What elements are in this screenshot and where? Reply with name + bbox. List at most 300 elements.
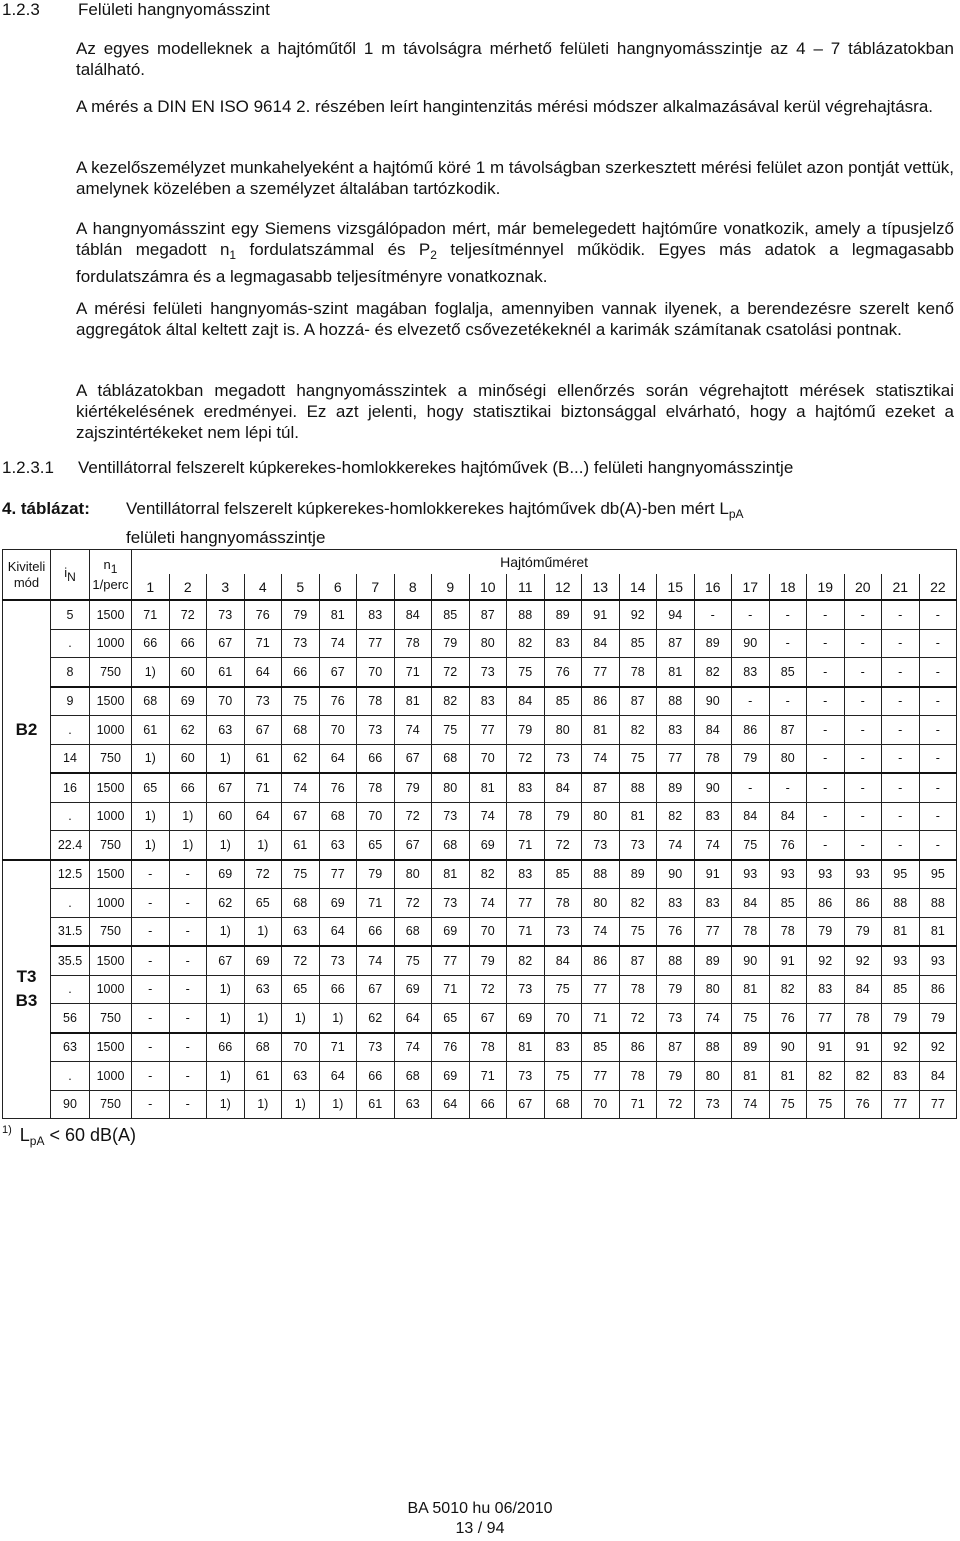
- subsection-title: Ventillátorral felszerelt kúpkerekes-homlokkerekes hajtóművek (B...) felületi hangnyomásszintje: [78, 458, 794, 477]
- speed-cell: 1500: [90, 1033, 132, 1062]
- value-cell: 73: [694, 1090, 732, 1119]
- value-cell: 88: [507, 600, 545, 629]
- value-cell: 91: [844, 1033, 882, 1062]
- value-cell: 83: [732, 658, 770, 687]
- n-unit: 1/perc: [92, 576, 129, 592]
- value-cell: -: [769, 687, 807, 716]
- value-cell: 67: [207, 773, 245, 802]
- value-cell: 78: [844, 1004, 882, 1033]
- value-cell: 73: [657, 1004, 695, 1033]
- value-cell: 79: [544, 802, 582, 831]
- value-cell: -: [169, 917, 207, 946]
- value-cell: -: [694, 600, 732, 629]
- paragraph-5: A mérési felületi hangnyomás-szint magában foglalja, amennyiben vannak ilyenek, a berendezésre szerelt kenő aggregátok által keltett zajt is. A hozzá- és elvezető csővezetékeknél a karimák számítanak csatolási pontnak.: [76, 299, 954, 339]
- size-header: 21: [882, 574, 920, 600]
- value-cell: 88: [919, 889, 957, 918]
- value-cell: 79: [394, 773, 432, 802]
- subsection-heading: [2, 458, 793, 478]
- value-cell: 69: [394, 975, 432, 1004]
- value-cell: 75: [507, 658, 545, 687]
- paragraph-1: Az egyes modelleknek a hajtóműtől 1 m távolságra mérhető felületi hangnyomásszintje az 4 – 7 táblázatokban található.: [76, 39, 954, 79]
- value-cell: 83: [544, 629, 582, 658]
- value-cell: 60: [207, 802, 245, 831]
- value-cell: 81: [582, 716, 620, 745]
- value-cell: 85: [769, 889, 807, 918]
- value-cell: -: [882, 687, 920, 716]
- footnote: [2, 1124, 136, 1148]
- value-cell: -: [844, 600, 882, 629]
- value-cell: 78: [394, 629, 432, 658]
- value-cell: 1): [207, 1004, 245, 1033]
- i-symbol: i: [64, 564, 68, 580]
- value-cell: 74: [657, 831, 695, 860]
- value-cell: 81: [769, 1062, 807, 1091]
- value-cell: 74: [694, 1004, 732, 1033]
- value-cell: 70: [357, 802, 395, 831]
- ratio-cell: 63: [51, 1033, 90, 1062]
- value-cell: 92: [844, 946, 882, 975]
- value-cell: 66: [357, 744, 395, 773]
- value-cell: 66: [357, 917, 395, 946]
- value-cell: -: [844, 831, 882, 860]
- table-row: [3, 802, 957, 831]
- value-cell: 78: [619, 975, 657, 1004]
- value-cell: 70: [207, 687, 245, 716]
- value-cell: -: [769, 773, 807, 802]
- value-cell: 64: [244, 658, 282, 687]
- value-cell: 93: [732, 860, 770, 889]
- value-cell: 86: [844, 889, 882, 918]
- value-cell: -: [882, 744, 920, 773]
- value-cell: 82: [844, 1062, 882, 1091]
- value-cell: -: [132, 889, 170, 918]
- speed-cell: 750: [90, 744, 132, 773]
- size-header: 8: [394, 574, 432, 600]
- size-header: 10: [469, 574, 507, 600]
- value-cell: 65: [244, 889, 282, 918]
- size-header: 20: [844, 574, 882, 600]
- value-cell: 71: [507, 917, 545, 946]
- value-cell: 91: [769, 946, 807, 975]
- value-cell: 64: [319, 1062, 357, 1091]
- value-cell: 93: [919, 946, 957, 975]
- value-cell: 61: [357, 1090, 395, 1119]
- value-cell: 83: [694, 889, 732, 918]
- value-cell: 66: [207, 1033, 245, 1062]
- value-cell: 82: [507, 946, 545, 975]
- value-cell: 90: [657, 860, 695, 889]
- value-cell: 73: [432, 889, 470, 918]
- ratio-cell: 31.5: [51, 917, 90, 946]
- ratio-cell: 16: [51, 773, 90, 802]
- paragraph-3: A kezelőszemélyzet munkahelyeként a hajtómű köré 1 m távolságban szerkesztett mérési felület azon pontját vettük, amelynek közelében a személyzet általában tartózkodik.: [76, 158, 954, 198]
- value-cell: 83: [807, 975, 845, 1004]
- value-cell: 72: [432, 658, 470, 687]
- value-cell: 71: [244, 629, 282, 658]
- value-cell: 87: [469, 600, 507, 629]
- value-cell: 79: [432, 629, 470, 658]
- value-cell: -: [769, 629, 807, 658]
- value-cell: 78: [357, 773, 395, 802]
- value-cell: 1): [132, 658, 170, 687]
- value-cell: 71: [357, 889, 395, 918]
- table-row: [3, 946, 957, 975]
- n-symbol: n: [103, 556, 111, 572]
- value-cell: -: [807, 687, 845, 716]
- table-row: [3, 744, 957, 773]
- value-cell: 75: [544, 1062, 582, 1091]
- value-cell: 85: [769, 658, 807, 687]
- value-cell: -: [169, 946, 207, 975]
- ratio-cell: 22.4: [51, 831, 90, 860]
- value-cell: 68: [394, 1062, 432, 1091]
- table-row: [3, 716, 957, 745]
- value-cell: 70: [319, 716, 357, 745]
- size-header: 18: [769, 574, 807, 600]
- value-cell: 81: [432, 860, 470, 889]
- value-cell: 86: [807, 889, 845, 918]
- value-cell: 75: [432, 716, 470, 745]
- value-cell: 75: [732, 831, 770, 860]
- value-cell: 66: [282, 658, 320, 687]
- value-cell: 82: [619, 889, 657, 918]
- value-cell: 77: [319, 860, 357, 889]
- value-cell: 81: [732, 975, 770, 1004]
- speed-cell: 1500: [90, 946, 132, 975]
- value-cell: 1): [207, 744, 245, 773]
- value-cell: -: [132, 946, 170, 975]
- value-cell: 71: [619, 1090, 657, 1119]
- value-cell: 1): [244, 1090, 282, 1119]
- value-cell: 68: [432, 744, 470, 773]
- value-cell: 73: [432, 802, 470, 831]
- value-cell: 83: [357, 600, 395, 629]
- table-row: [3, 629, 957, 658]
- table-row: [3, 658, 957, 687]
- value-cell: 93: [769, 860, 807, 889]
- value-cell: 74: [469, 889, 507, 918]
- value-cell: 84: [394, 600, 432, 629]
- value-cell: 68: [319, 802, 357, 831]
- value-cell: 93: [807, 860, 845, 889]
- value-cell: -: [169, 1090, 207, 1119]
- value-cell: 90: [732, 946, 770, 975]
- paragraph-4-part-b: fordulatszámmal és P: [236, 240, 431, 259]
- value-cell: 72: [619, 1004, 657, 1033]
- value-cell: 79: [919, 1004, 957, 1033]
- value-cell: -: [732, 773, 770, 802]
- value-cell: 64: [244, 802, 282, 831]
- value-cell: 86: [619, 1033, 657, 1062]
- col-header-n: [90, 550, 132, 601]
- value-cell: -: [169, 1004, 207, 1033]
- value-cell: 92: [919, 1033, 957, 1062]
- value-cell: -: [919, 687, 957, 716]
- value-cell: 84: [919, 1062, 957, 1091]
- value-cell: 70: [469, 917, 507, 946]
- speed-cell: 750: [90, 1090, 132, 1119]
- value-cell: -: [882, 773, 920, 802]
- ratio-cell: 14: [51, 744, 90, 773]
- size-header: 2: [169, 574, 207, 600]
- size-header: 17: [732, 574, 770, 600]
- value-cell: -: [882, 831, 920, 860]
- value-cell: 65: [282, 975, 320, 1004]
- value-cell: 68: [432, 831, 470, 860]
- value-cell: 1): [132, 802, 170, 831]
- value-cell: 72: [507, 744, 545, 773]
- value-cell: 76: [544, 658, 582, 687]
- value-cell: -: [169, 860, 207, 889]
- footnote-text: < 60 dB(A): [44, 1125, 137, 1145]
- value-cell: 87: [657, 629, 695, 658]
- value-cell: 68: [282, 716, 320, 745]
- value-cell: 79: [507, 716, 545, 745]
- value-cell: -: [919, 831, 957, 860]
- value-cell: 83: [507, 773, 545, 802]
- value-cell: 91: [807, 1033, 845, 1062]
- value-cell: 67: [507, 1090, 545, 1119]
- value-cell: 77: [582, 658, 620, 687]
- value-cell: 74: [582, 917, 620, 946]
- value-cell: -: [919, 629, 957, 658]
- value-cell: 76: [769, 831, 807, 860]
- value-cell: 76: [432, 1033, 470, 1062]
- value-cell: 82: [769, 975, 807, 1004]
- ratio-cell: 12.5: [51, 860, 90, 889]
- speed-cell: 1000: [90, 975, 132, 1004]
- value-cell: 1): [207, 1062, 245, 1091]
- value-cell: 66: [169, 773, 207, 802]
- value-cell: 80: [544, 716, 582, 745]
- paragraph-4: [76, 218, 954, 287]
- size-header: 4: [244, 574, 282, 600]
- value-cell: 69: [507, 1004, 545, 1033]
- value-cell: -: [132, 1062, 170, 1091]
- value-cell: -: [132, 1004, 170, 1033]
- value-cell: 90: [732, 629, 770, 658]
- subsection-number: 1.2.3.1: [2, 458, 54, 477]
- table-row: [3, 1090, 957, 1119]
- value-cell: 77: [657, 744, 695, 773]
- value-cell: 80: [469, 629, 507, 658]
- speed-cell: 1500: [90, 860, 132, 889]
- value-cell: 69: [432, 1062, 470, 1091]
- table-caption-line2: felületi hangnyomásszintje: [126, 528, 326, 547]
- value-cell: 73: [582, 831, 620, 860]
- value-cell: 81: [507, 1033, 545, 1062]
- value-cell: 81: [882, 917, 920, 946]
- value-cell: 74: [694, 831, 732, 860]
- n-subscript: 1: [110, 561, 118, 576]
- value-cell: 67: [207, 629, 245, 658]
- value-cell: 82: [507, 629, 545, 658]
- value-cell: 1): [282, 1004, 320, 1033]
- value-cell: 79: [469, 946, 507, 975]
- value-cell: 95: [919, 860, 957, 889]
- value-cell: 78: [507, 802, 545, 831]
- value-cell: -: [169, 1062, 207, 1091]
- value-cell: 88: [582, 860, 620, 889]
- table-caption-text: Ventillátorral felszerelt kúpkerekes-homlokkerekes hajtóművek db(A)-ben mért L: [126, 499, 729, 518]
- noise-level-table: [2, 549, 957, 1119]
- section-title: Felületi hangnyomásszint: [78, 0, 270, 19]
- value-cell: -: [807, 831, 845, 860]
- value-cell: 66: [357, 1062, 395, 1091]
- ratio-cell: .: [51, 802, 90, 831]
- value-cell: -: [807, 629, 845, 658]
- speed-cell: 1000: [90, 889, 132, 918]
- ratio-cell: 56: [51, 1004, 90, 1033]
- value-cell: 71: [582, 1004, 620, 1033]
- speed-cell: 1000: [90, 802, 132, 831]
- value-cell: 76: [844, 1090, 882, 1119]
- value-cell: 75: [769, 1090, 807, 1119]
- value-cell: 1): [207, 975, 245, 1004]
- value-cell: 74: [319, 629, 357, 658]
- value-cell: 88: [882, 889, 920, 918]
- ratio-cell: 9: [51, 687, 90, 716]
- paragraph-4-part-a: A hangnyomásszint egy Siemens vizsgálópadon mért, már bemelegedett hajtóműre vonatkozik, amely a típusjelző táblán megadott n: [76, 219, 954, 259]
- value-cell: 85: [432, 600, 470, 629]
- value-cell: 66: [132, 629, 170, 658]
- speed-cell: 750: [90, 1004, 132, 1033]
- value-cell: 82: [657, 802, 695, 831]
- value-cell: 60: [169, 658, 207, 687]
- ratio-cell: 5: [51, 600, 90, 629]
- value-cell: -: [807, 658, 845, 687]
- value-cell: 62: [357, 1004, 395, 1033]
- value-cell: 82: [619, 716, 657, 745]
- value-cell: 65: [132, 773, 170, 802]
- value-cell: 1): [132, 831, 170, 860]
- value-cell: -: [919, 773, 957, 802]
- value-cell: 66: [469, 1090, 507, 1119]
- value-cell: 81: [394, 687, 432, 716]
- value-cell: -: [169, 1033, 207, 1062]
- ratio-cell: .: [51, 1062, 90, 1091]
- value-cell: 75: [619, 917, 657, 946]
- value-cell: 79: [357, 860, 395, 889]
- col-header-size: Hajtóműméret: [132, 550, 957, 575]
- value-cell: 79: [657, 1062, 695, 1091]
- value-cell: 73: [619, 831, 657, 860]
- value-cell: 78: [469, 1033, 507, 1062]
- section-heading: [2, 0, 270, 20]
- value-cell: 83: [507, 860, 545, 889]
- i-subscript: N: [67, 569, 76, 584]
- speed-cell: 750: [90, 658, 132, 687]
- value-cell: 88: [694, 1033, 732, 1062]
- value-cell: 78: [769, 917, 807, 946]
- value-cell: 84: [844, 975, 882, 1004]
- value-cell: 91: [694, 860, 732, 889]
- value-cell: 67: [319, 658, 357, 687]
- value-cell: -: [807, 600, 845, 629]
- value-cell: 83: [694, 802, 732, 831]
- value-cell: -: [169, 975, 207, 1004]
- size-header: 7: [357, 574, 395, 600]
- value-cell: 70: [282, 1033, 320, 1062]
- value-cell: -: [919, 802, 957, 831]
- value-cell: 61: [207, 658, 245, 687]
- value-cell: 81: [319, 600, 357, 629]
- table-row: [3, 1033, 957, 1062]
- value-cell: 1): [319, 1004, 357, 1033]
- value-cell: 73: [544, 917, 582, 946]
- value-cell: 78: [619, 658, 657, 687]
- value-cell: 67: [394, 744, 432, 773]
- value-cell: 83: [657, 889, 695, 918]
- value-cell: 80: [694, 975, 732, 1004]
- value-cell: 72: [394, 802, 432, 831]
- value-cell: 88: [657, 687, 695, 716]
- speed-cell: 1000: [90, 1062, 132, 1091]
- value-cell: 86: [582, 687, 620, 716]
- value-cell: 94: [657, 600, 695, 629]
- value-cell: 73: [357, 716, 395, 745]
- speed-cell: 750: [90, 917, 132, 946]
- value-cell: 79: [844, 917, 882, 946]
- value-cell: 92: [619, 600, 657, 629]
- value-cell: 77: [882, 1090, 920, 1119]
- value-cell: 73: [244, 687, 282, 716]
- value-cell: 78: [694, 744, 732, 773]
- value-cell: 76: [319, 773, 357, 802]
- value-cell: 74: [394, 716, 432, 745]
- value-cell: 73: [207, 600, 245, 629]
- value-cell: 79: [882, 1004, 920, 1033]
- value-cell: -: [882, 629, 920, 658]
- value-cell: 69: [244, 946, 282, 975]
- value-cell: 80: [694, 1062, 732, 1091]
- value-cell: 63: [244, 975, 282, 1004]
- value-cell: 82: [807, 1062, 845, 1091]
- value-cell: 61: [282, 831, 320, 860]
- ratio-cell: .: [51, 975, 90, 1004]
- value-cell: 1): [207, 917, 245, 946]
- value-cell: 78: [544, 889, 582, 918]
- value-cell: 61: [244, 744, 282, 773]
- value-cell: 69: [469, 831, 507, 860]
- value-cell: 74: [394, 1033, 432, 1062]
- ratio-cell: 8: [51, 658, 90, 687]
- value-cell: 1): [169, 831, 207, 860]
- value-cell: 83: [657, 716, 695, 745]
- value-cell: -: [132, 975, 170, 1004]
- size-header: 9: [432, 574, 470, 600]
- value-cell: 69: [169, 687, 207, 716]
- value-cell: 65: [357, 831, 395, 860]
- value-cell: -: [919, 744, 957, 773]
- value-cell: 91: [582, 600, 620, 629]
- value-cell: 63: [282, 1062, 320, 1091]
- value-cell: 86: [919, 975, 957, 1004]
- paragraph-4-part-c: teljesítménnyel működik. Egyes más adatok a legmagasabb fordulatszámra és a legmagasabb teljesítményre vonatkoznak.: [76, 240, 954, 286]
- value-cell: 68: [282, 889, 320, 918]
- value-cell: 77: [919, 1090, 957, 1119]
- value-cell: -: [882, 658, 920, 687]
- value-cell: -: [732, 600, 770, 629]
- value-cell: 95: [882, 860, 920, 889]
- value-cell: 73: [282, 629, 320, 658]
- value-cell: 87: [619, 687, 657, 716]
- value-cell: 63: [207, 716, 245, 745]
- value-cell: 63: [394, 1090, 432, 1119]
- value-cell: 85: [882, 975, 920, 1004]
- design-group-cell: T3 B3: [3, 860, 51, 1119]
- value-cell: 82: [694, 658, 732, 687]
